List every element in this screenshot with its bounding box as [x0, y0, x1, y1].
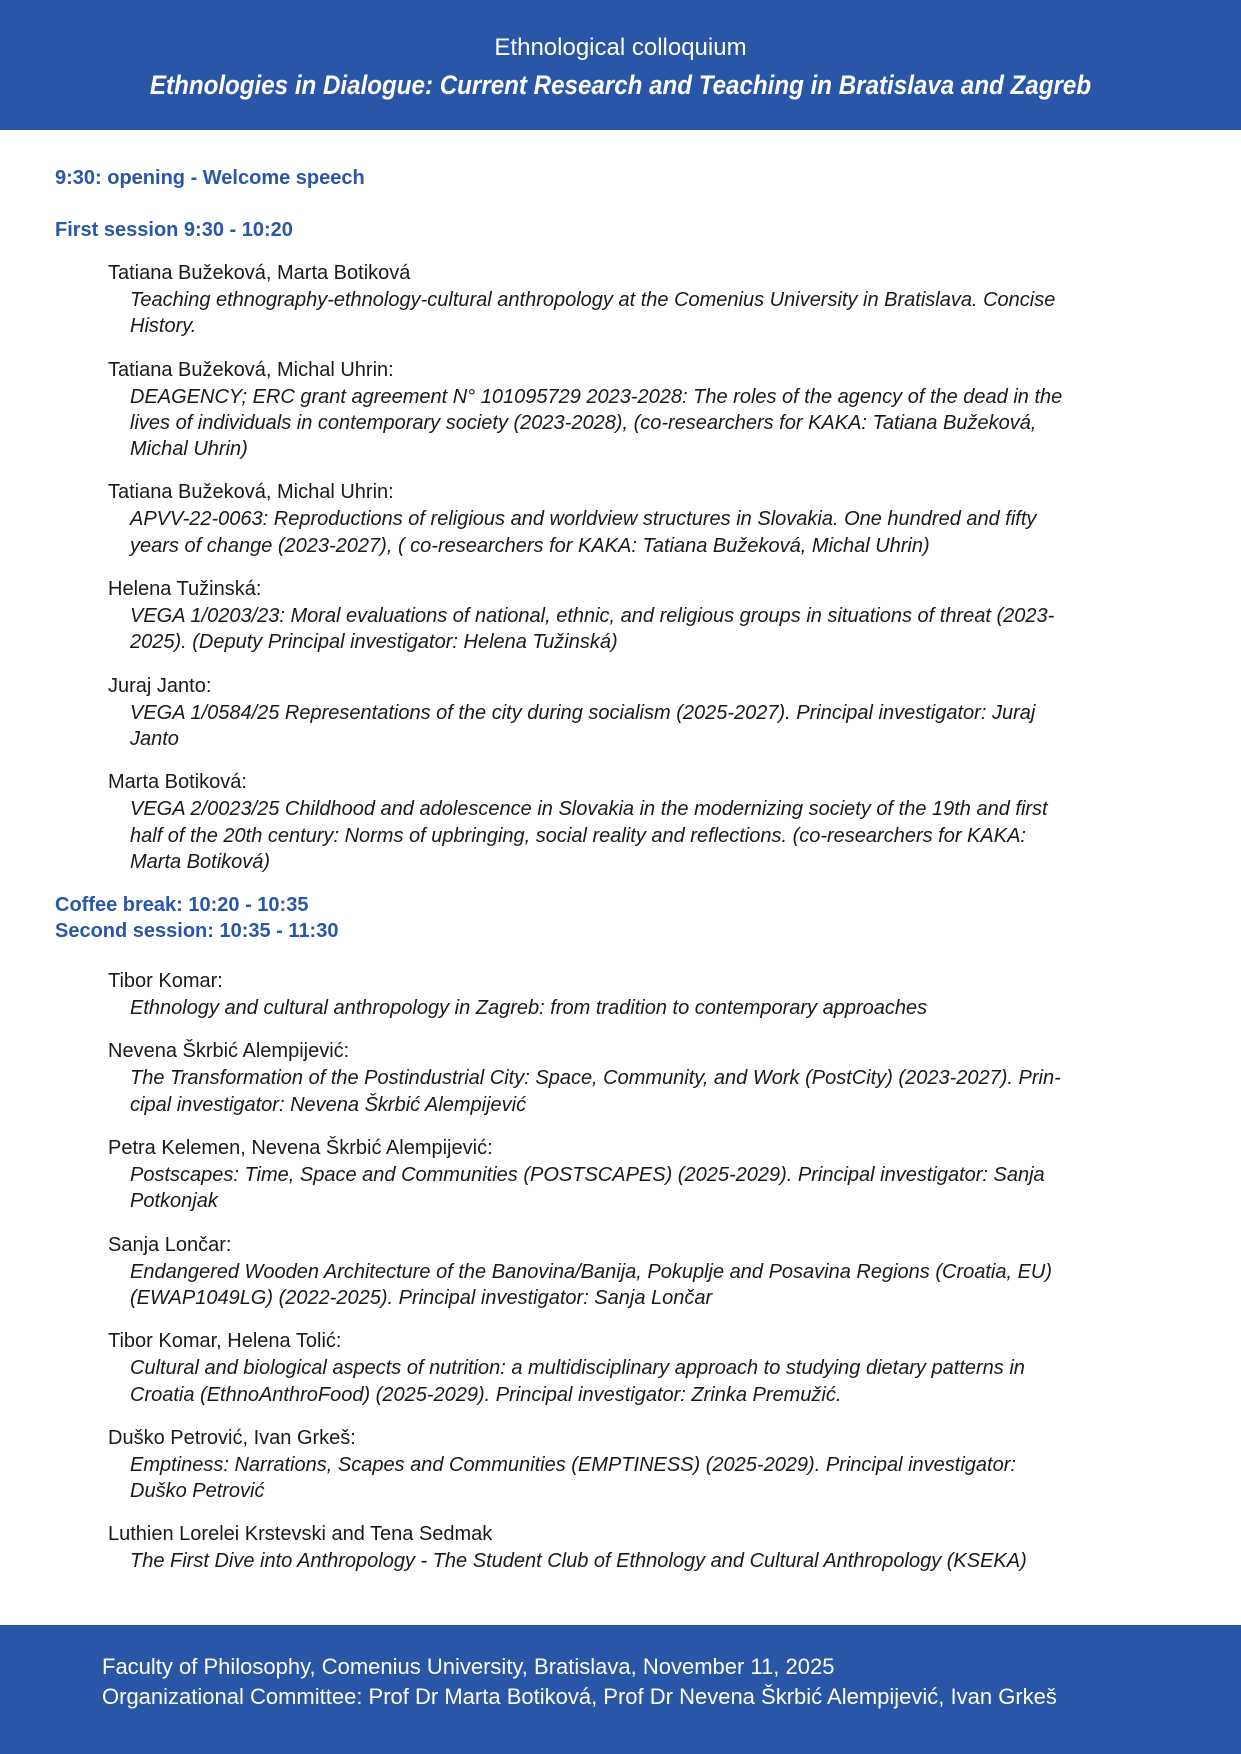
- organizing-committee: Organizational Committee: Prof Dr Marta Botiková, Prof Dr Nevena Škrbić Alempijević, Ivan Grkeš: [102, 1684, 1057, 1709]
- talk-description-line: 2025). (Deputy Principal investigator: Helena Tužinská): [130, 631, 618, 654]
- talk-description-line: Emptiness: Narrations, Scapes and Communities (EMPTINESS) (2025-2029). Principal investigator:: [130, 1453, 1016, 1476]
- talk-entry: [108, 1521, 1241, 1574]
- talk-description-line: Teaching ethnography-ethnology-cultural anthropology at the Comenius University in Bratislava. Concise: [130, 289, 1056, 311]
- talk-entry: [108, 1135, 1241, 1215]
- talk-description-line: Ethnology and cultural anthropology in Zagreb: from tradition to contemporary approaches: [130, 997, 928, 1020]
- session-heading: 9:30: opening - Welcome speech: [55, 167, 365, 189]
- speaker-names: Tibor Komar, Helena Tolić:: [108, 1330, 342, 1353]
- talk-description-line: VEGA 2/0023/25 Childhood and adolescence in Slovakia in the modernizing society of the 19th and first: [130, 798, 1048, 821]
- talk-description-line: APVV-22-0063: Reproductions of religious and worldview structures in Slovakia. One hundred and fifty: [130, 508, 1037, 531]
- talk-entry: [108, 576, 1241, 656]
- talk-description-line: The Transformation of the Postindustrial City: Space, Community, and Work (PostCity) (2023-2027). Prin-: [130, 1067, 1061, 1090]
- speaker-names: Luthien Lorelei Krstevski and Tena Sedmak: [108, 1523, 493, 1546]
- session-heading: Second session: 10:35 - 11:30: [55, 920, 339, 943]
- session-heading: Coffee break: 10:20 - 10:35: [55, 894, 309, 917]
- speaker-names: Marta Botiková:: [108, 771, 247, 794]
- speaker-names: Tatiana Bužeková, Marta Botiková: [108, 262, 411, 284]
- talk-description-line: Croatia (EthnoAnthroFood) (2025-2029). Principal investigator: Zrinka Premužić.: [130, 1383, 842, 1406]
- talk-description-line: Duško Petrović: [130, 1480, 265, 1503]
- talk-description-line: Marta Botiková): [130, 850, 271, 873]
- talk-description-line: DEAGENCY; ERC grant agreement N° 101095729 2023-2028: The roles of the agency of the dead in the: [130, 385, 1063, 408]
- talk-entry: [108, 357, 1241, 463]
- talk-entry: [108, 1328, 1241, 1408]
- talk-description-line: Cultural and biological aspects of nutrition: a multidisciplinary approach to studying dietary patterns in: [130, 1357, 1025, 1380]
- talk-description-line: Potkonjak: [130, 1190, 218, 1213]
- event-title: Ethnologies in Dialogue: Current Research and Teaching in Bratislava and Zagreb: [149, 70, 1092, 100]
- event-type: Ethnological colloquium: [494, 34, 747, 61]
- talk-entry: [108, 1425, 1241, 1505]
- footer-banner: [0, 1625, 1241, 1754]
- program: [0, 165, 1241, 1592]
- talk-entry: [108, 260, 1241, 340]
- talk-entry: [108, 769, 1241, 875]
- talk-description-line: Endangered Wooden Architecture of the Banovina/Banija, Pokuplje and Posavina Regions (Croatia, EU): [130, 1260, 1053, 1283]
- talk-description-line: History.: [130, 315, 197, 338]
- speaker-names: Petra Kelemen, Nevena Škrbić Alempijević:: [108, 1137, 493, 1160]
- header-banner: [0, 0, 1241, 130]
- talk-description-line: The First Dive into Anthropology - The Student Club of Ethnology and Cultural Anthropology (KSEKA): [130, 1550, 1027, 1573]
- talk-entry: [108, 1232, 1241, 1312]
- speaker-names: Duško Petrović, Ivan Grkeš:: [108, 1426, 356, 1449]
- session-heading: First session 9:30 - 10:20: [55, 219, 293, 241]
- talk-description-line: lives of individuals in contemporary society (2023-2028), (co-researchers for KAKA: Tatiana Bužeková,: [130, 411, 1037, 434]
- talk-entry: [108, 673, 1241, 753]
- talk-description-line: years of change (2023-2027), ( co-researchers for KAKA: Tatiana Bužeková, Michal Uhrin): [130, 534, 930, 557]
- talk-description-line: Postscapes: Time, Space and Communities (POSTSCAPES) (2025-2029). Principal investigator: Sanja: [130, 1164, 1045, 1187]
- speaker-names: Helena Tužinská:: [108, 578, 262, 601]
- talk-entry: [108, 968, 1241, 1021]
- talk-entry: [108, 1038, 1241, 1118]
- speaker-names: Tibor Komar:: [108, 970, 223, 993]
- talk-description-line: (EWAP1049LG) (2022-2025). Principal investigator: Sanja Lončar: [130, 1286, 713, 1309]
- speaker-names: Tatiana Bužeková, Michal Uhrin:: [108, 358, 394, 381]
- talk-description-line: half of the 20th century: Norms of upbringing, social reality and reflections. (co-researchers for KAKA:: [130, 824, 1026, 847]
- speaker-names: Sanja Lončar:: [108, 1233, 232, 1256]
- talk-description-line: VEGA 1/0584/25 Representations of the city during socialism (2025-2027). Principal investigator: Juraj: [130, 701, 1036, 724]
- venue-date: Faculty of Philosophy, Comenius University, Bratislava, November 11, 2025: [102, 1654, 835, 1679]
- talk-description-line: Janto: [130, 727, 179, 750]
- talk-description-line: cipal investigator: Nevena Škrbić Alempijević: [130, 1093, 527, 1116]
- speaker-names: Juraj Janto:: [108, 674, 212, 697]
- talk-description-line: Michal Uhrin): [130, 438, 248, 461]
- talk-description-line: VEGA 1/0203/23: Moral evaluations of national, ethnic, and religious groups in situations of threat (2023-: [130, 605, 1055, 628]
- talk-entry: [108, 479, 1241, 559]
- speaker-names: Nevena Škrbić Alempijević:: [108, 1040, 350, 1063]
- speaker-names: Tatiana Bužeková, Michal Uhrin:: [108, 481, 394, 504]
